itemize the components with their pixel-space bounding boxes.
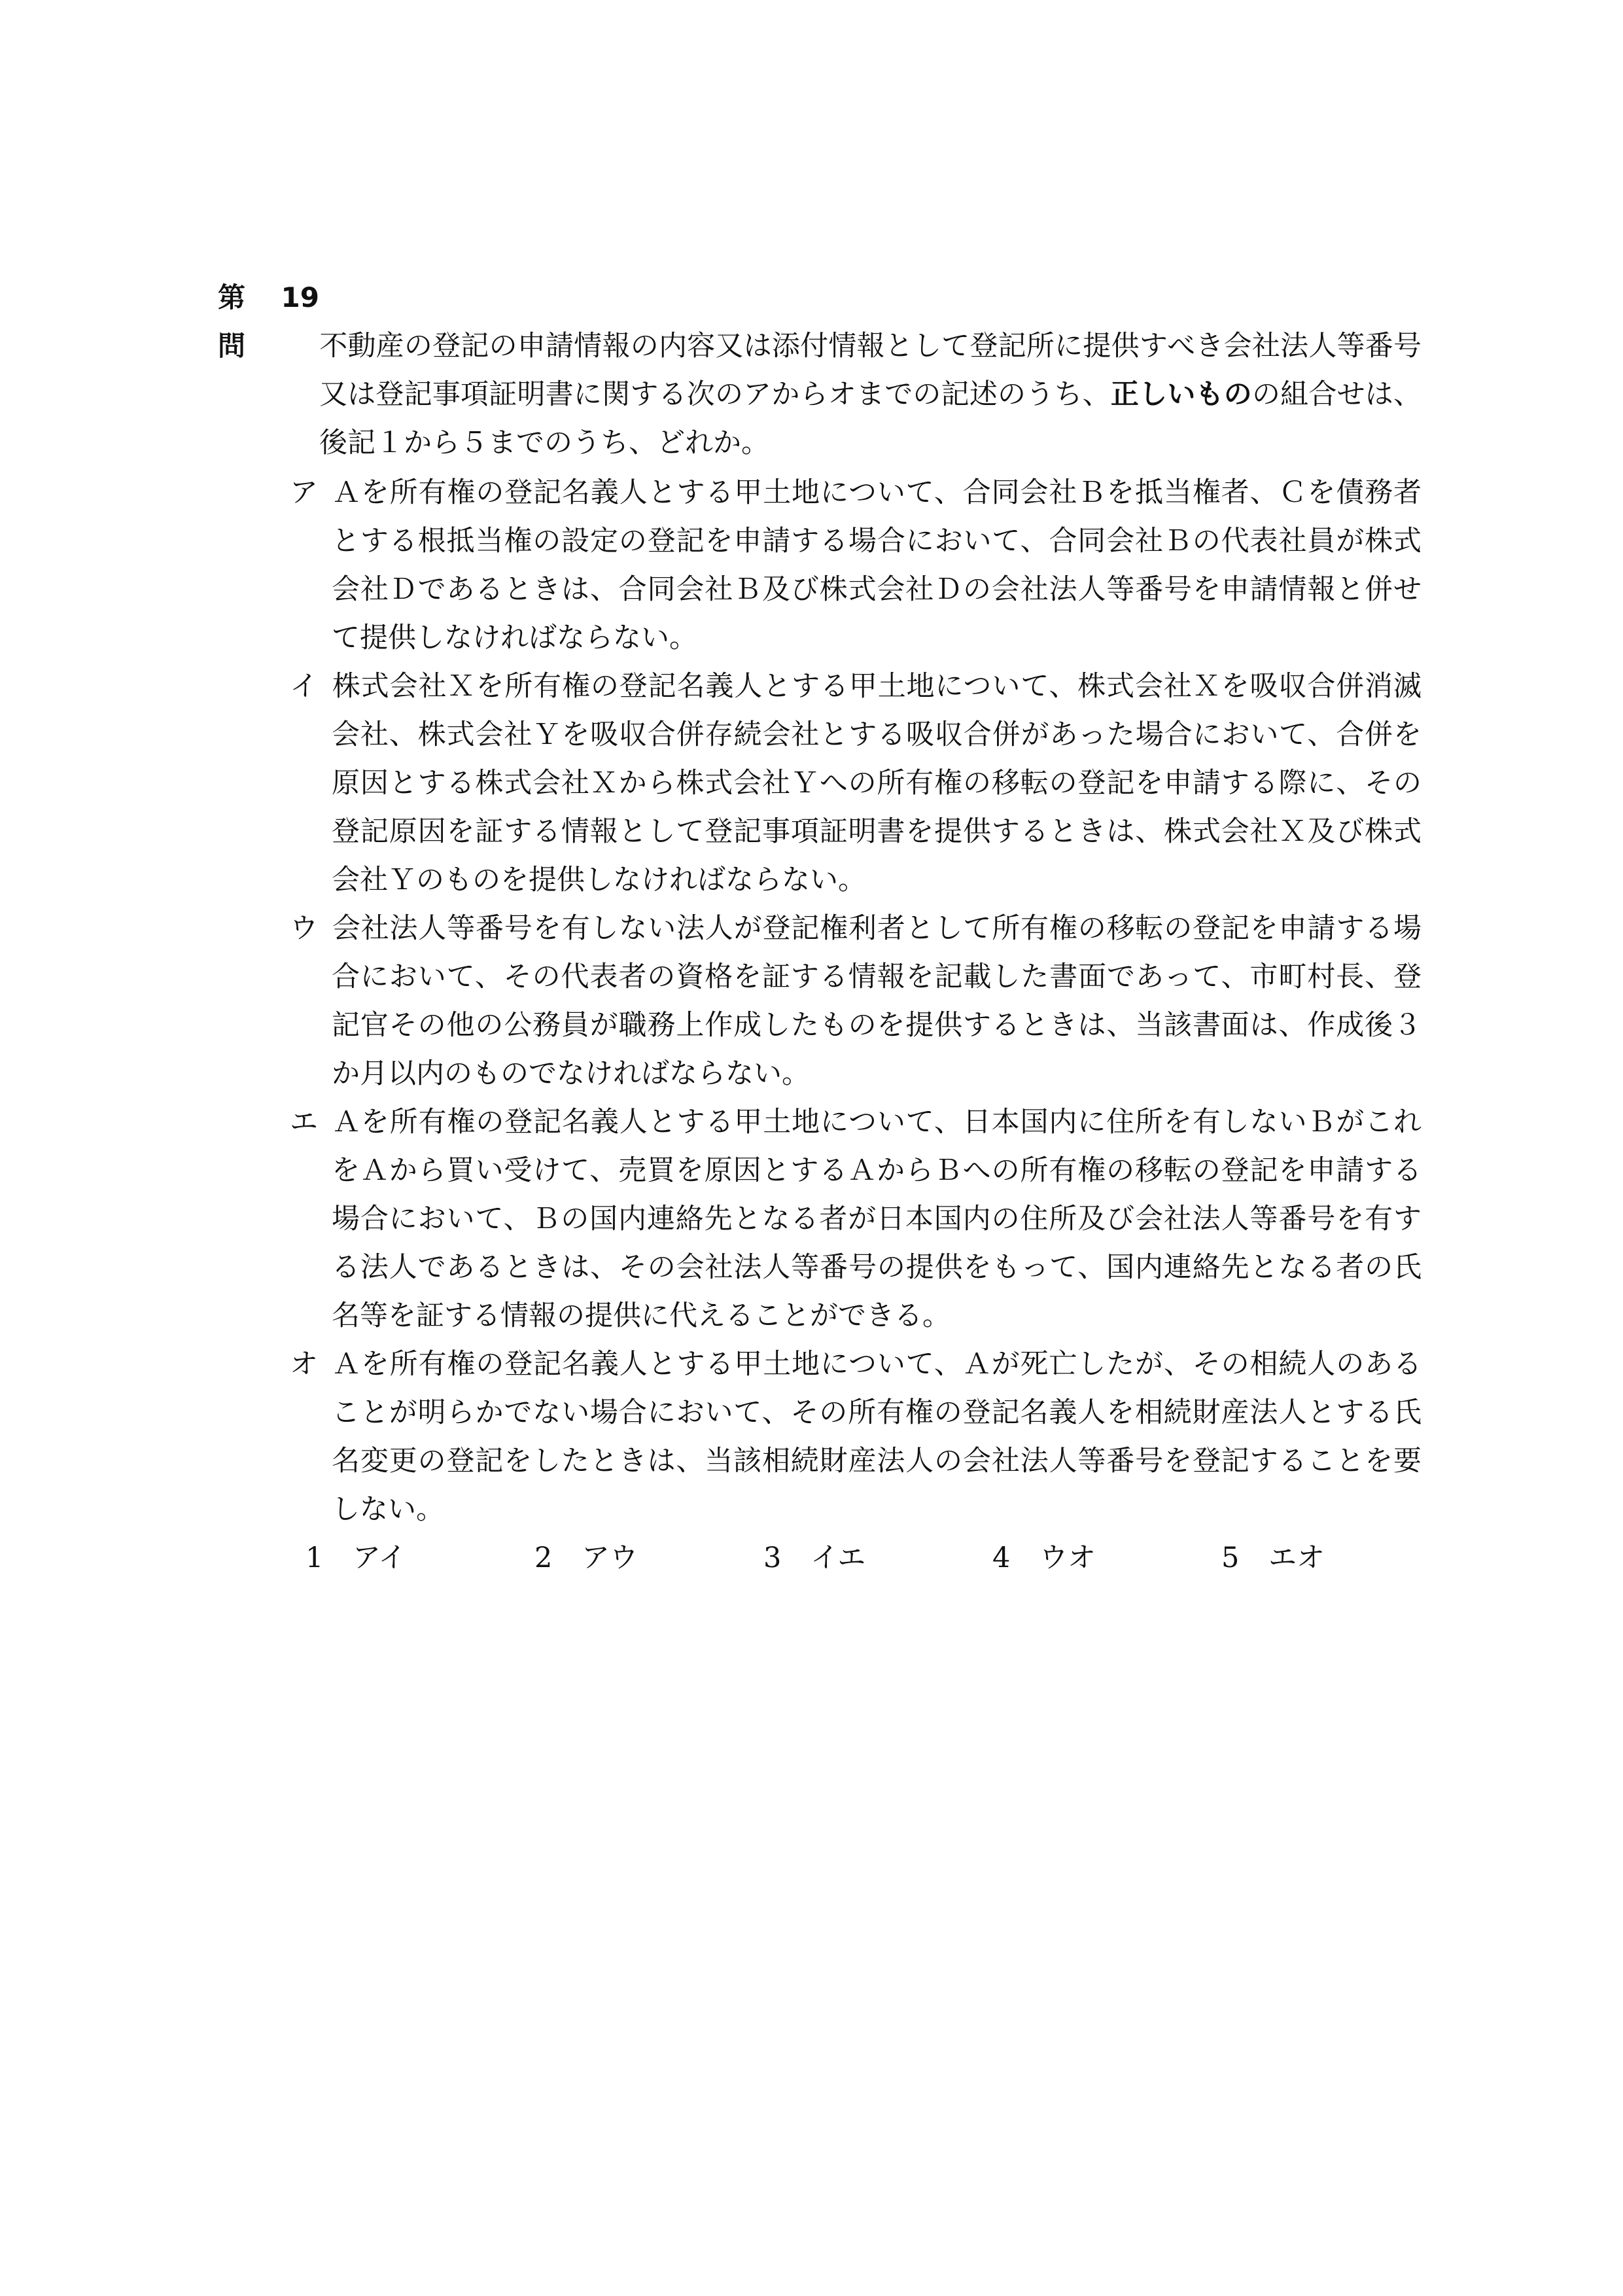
choice-combination: エオ — [1268, 1542, 1325, 1574]
statement-i — [218, 662, 1422, 904]
choice-number: 5 — [1221, 1542, 1240, 1574]
answer-choice-3 — [763, 1534, 865, 1582]
statement-label: エ — [290, 1106, 318, 1139]
question-stem — [218, 274, 1422, 467]
statement-text: Ａを所有権の登記名義人とする甲土地について、Ａが死亡したが、その相続人のあることが明らかでない場合において、その所有権の登記名義人を相続財産法人とする氏名変更の登記をしたときは、当該相続財産法人の会社法人等番号を登記することを要しない。 — [332, 1348, 1422, 1526]
statement-e — [218, 1098, 1422, 1340]
statement-text: 株式会社Ｘを所有権の登記名義人とする甲土地について、株式会社Ｘを吸収合併消滅会社、株式会社Ｙを吸収合併存続会社とする吸収合併があった場合において、合併を原因とする株式会社Ｘから株式会社Ｙへの所有権の移転の登記を申請する際に、その登記原因を証する情報として登記事項証明書を提供するときは、株式会社Ｘ及び株式会社Ｙのものを提供しなければならない。 — [332, 670, 1422, 896]
choice-number: 4 — [992, 1542, 1011, 1574]
question-intro-emphasis: 正しいもの — [1110, 378, 1252, 411]
statement-o — [218, 1340, 1422, 1534]
answer-choice-1 — [305, 1534, 406, 1582]
statement-u — [218, 904, 1422, 1098]
question-intro-after: の組合せは、後記１から５までのうち、どれか。 — [319, 378, 1422, 459]
statement-label: イ — [290, 670, 318, 703]
question-block — [218, 274, 1422, 1582]
answer-choice-4 — [992, 1534, 1096, 1582]
statement-label: ア — [290, 476, 318, 509]
answer-choice-5 — [1221, 1534, 1325, 1582]
choice-combination: アウ — [582, 1542, 638, 1574]
choice-combination: アイ — [353, 1542, 407, 1574]
question-intro-before: 不動産の登記の申請情報の内容又は添付情報として登記所に提供すべき会社法人等番号又は登記事項証明書に関する次のアからオまでの記述のうち、 — [319, 330, 1422, 411]
statement-label: ウ — [290, 912, 318, 945]
statement-text: Ａを所有権の登記名義人とする甲土地について、日本国内に住所を有しないＢがこれをＡから買い受けて、売買を原因とするＡからＢへの所有権の移転の登記を申請する場合において、Ｂの国内連絡先となる者が日本国内の住所及び会社法人等番号を有する法人であるときは、その会社法人等番号の提供をもって、国内連絡先となる者の氏名等を証する情報の提供に代えることができる。 — [332, 1106, 1422, 1332]
choice-combination: イエ — [811, 1542, 866, 1574]
statement-text: Ａを所有権の登記名義人とする甲土地について、合同会社Ｂを抵当権者、Ｃを債務者とする根抵当権の設定の登記を申請する場合において、合同会社Ｂの代表社員が株式会社Ｄであるときは、合同会社Ｂ及び株式会社Ｄの会社法人等番号を申請情報と併せて提供しなければならない。 — [332, 476, 1422, 654]
statement-text: 会社法人等番号を有しない法人が登記権利者として所有権の移転の登記を申請する場合において、その代表者の資格を証する情報を記載した書面であって、市町村長、登記官その他の公務員が職務上作成したものを提供するときは、当該書面は、作成後３か月以内のものでなければならない。 — [332, 912, 1422, 1090]
answer-choices — [305, 1534, 1422, 1582]
question-number: 第 19 問 — [218, 281, 319, 362]
choice-number: 2 — [534, 1542, 553, 1574]
answer-choice-2 — [534, 1534, 638, 1582]
choice-combination: ウオ — [1039, 1542, 1096, 1574]
statement-list — [218, 468, 1422, 1534]
choice-number: 1 — [305, 1542, 324, 1574]
statement-a — [218, 468, 1422, 662]
statement-label: オ — [290, 1348, 318, 1381]
choice-number: 3 — [763, 1542, 782, 1574]
